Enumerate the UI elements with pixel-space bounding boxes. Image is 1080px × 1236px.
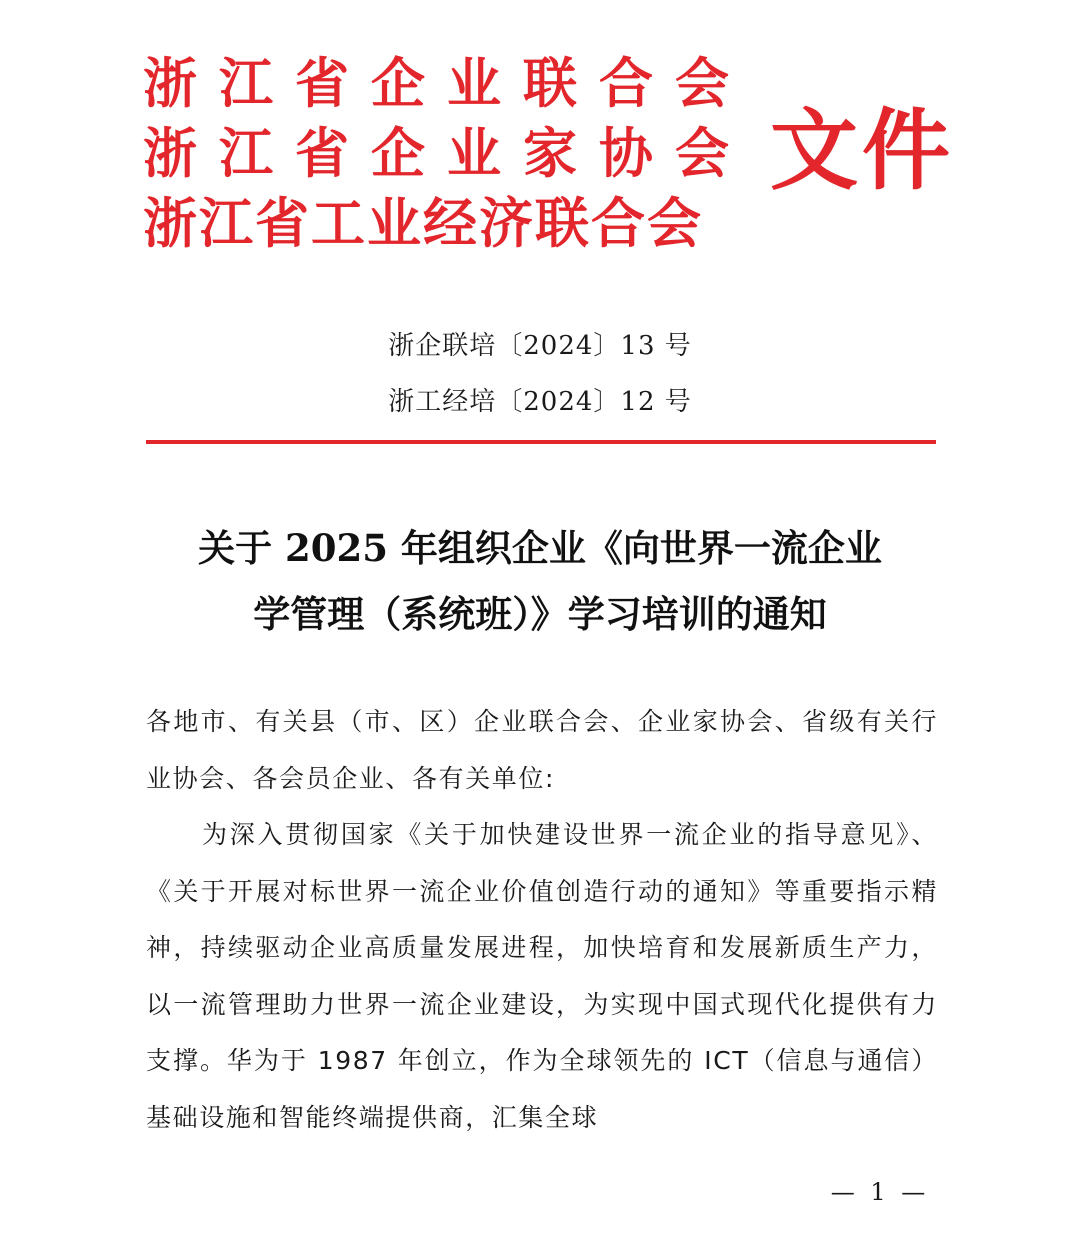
issuer-entrepreneurs-association: 浙江省企业家协会	[143, 121, 751, 185]
title-line-1: 关于 2025 年组织企业《向世界一流企业	[198, 526, 882, 570]
document-number-block	[0, 318, 1080, 430]
issuer-enterprise-confederation: 浙江省企业联合会	[143, 51, 751, 115]
document-mark: 文件	[770, 98, 955, 202]
document-number-enterprise: 浙企联培〔2024〕13 号	[388, 331, 692, 361]
body-paragraph-1: 为深入贯彻国家《关于加快建设世界一流企业的指导意见》、《关于开展对标世界一流企业价值创造行动的通知》等重要指示精神，持续驱动企业高质量发展进程，加快培育和发展新质生产力，以一流管理助力世界一流企业建设，为实现中国式现代化提供有力支撑。华为于 1987 年创立，作为全球领先的 ICT（信息与通信）基础设施和智能终端提供商，汇集全球	[146, 820, 938, 1132]
notice-body	[146, 694, 938, 1146]
red-divider-line	[146, 440, 936, 444]
notice-title	[0, 515, 1080, 647]
page-number: — 1 —	[830, 1178, 930, 1206]
document-number-industrial: 浙工经培〔2024〕12 号	[388, 387, 692, 417]
issuer-block	[143, 48, 751, 258]
issuer-industrial-economic-federation: 浙江省工业经济联合会	[143, 191, 703, 255]
title-line-2: 学管理（系统班）》学习培训的通知	[253, 592, 827, 636]
salutation: 各地市、有关县（市、区）企业联合会、企业家协会、省级有关行业协会、各会员企业、各有关单位:	[146, 707, 938, 793]
